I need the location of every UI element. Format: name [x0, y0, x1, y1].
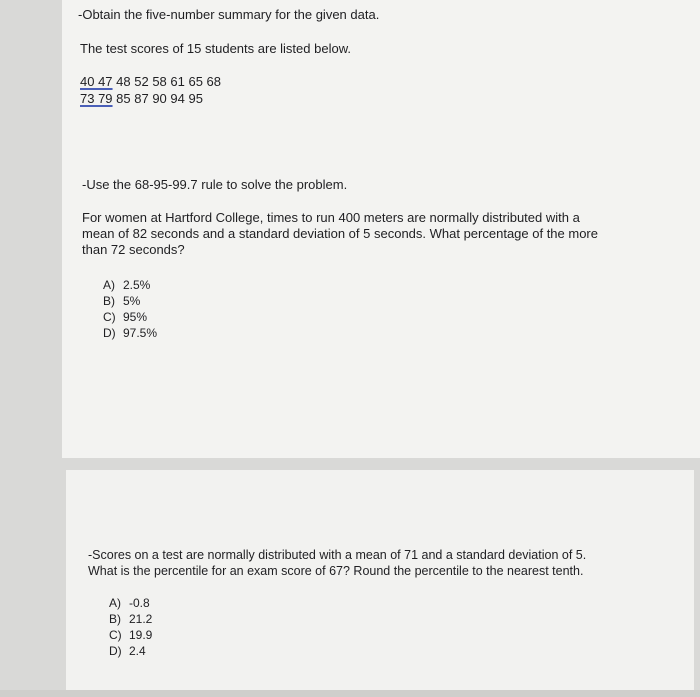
q2-option-c[interactable] [103, 309, 147, 325]
q2-option-b-letter: B) [103, 294, 115, 308]
q2-title: -Use the 68-95-99.7 rule to solve the problem. [82, 177, 348, 192]
q1-row2-rest: 85 87 90 94 95 [116, 91, 203, 106]
q3-option-a[interactable] [109, 595, 150, 611]
q3-option-b-letter: B) [109, 612, 121, 626]
q3-option-b-text: 21.2 [129, 612, 153, 626]
q3-option-c[interactable] [109, 627, 152, 643]
q1-row1-rest: 48 52 58 61 65 68 [116, 74, 221, 89]
q1-title: -Obtain the five-number summary for the given data. [78, 7, 380, 22]
q2-option-b-text: 5% [123, 294, 141, 308]
q3-option-a-text: -0.8 [129, 596, 150, 610]
q3-option-d-letter: D) [109, 644, 122, 658]
q3-option-a-letter: A) [109, 596, 121, 610]
q3-option-c-text: 19.9 [129, 628, 153, 642]
q3-option-b[interactable] [109, 611, 152, 627]
q2-option-d-text: 97.5% [123, 326, 158, 340]
q2-option-c-letter: C) [103, 310, 116, 324]
q2-option-d-letter: D) [103, 326, 116, 340]
question-panel-bottom [66, 470, 694, 692]
q2-option-d[interactable] [103, 325, 157, 341]
q3-option-d[interactable] [109, 643, 146, 659]
q3-option-c-letter: C) [109, 628, 122, 642]
q3-line-2: What is the percentile for an exam score of 67? Round the percentile to the nearest tenth. [88, 564, 584, 578]
q1-data-row-2 [80, 91, 203, 107]
q2-option-c-text: 95% [123, 310, 148, 324]
q1-row2-underlined: 73 79 [80, 91, 113, 106]
q3-line-1: -Scores on a test are normally distributed with a mean of 71 and a standard deviation of 5. [88, 548, 587, 562]
bottom-strip [0, 690, 700, 697]
q2-body: For women at Hartford College, times to run 400 meters are normally distributed with a mean of 82 seconds and a standard deviation of 5 seconds. What percentage of the more than 72 seconds? [82, 210, 598, 257]
q2-option-b[interactable] [103, 293, 140, 309]
q1-data-row-1 [80, 74, 221, 90]
q1-row1-underlined: 40 47 [80, 74, 113, 89]
q1-intro: The test scores of 15 students are listed below. [80, 41, 351, 56]
q3-option-d-text: 2.4 [129, 644, 146, 658]
q2-option-a[interactable] [103, 277, 150, 293]
q2-option-a-text: 2.5% [123, 278, 151, 292]
q2-option-a-letter: A) [103, 278, 115, 292]
